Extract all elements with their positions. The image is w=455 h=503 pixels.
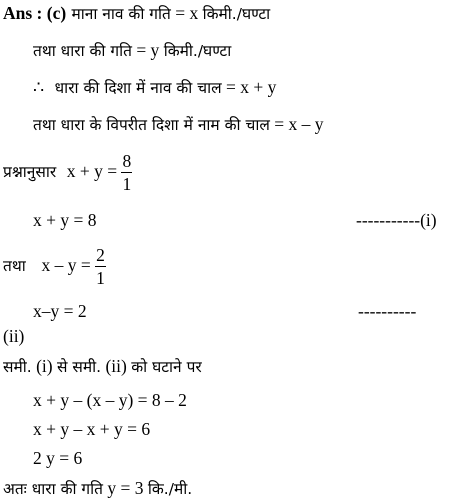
conclusion-unit: कि./मी. (147, 480, 193, 498)
downstream-text: धारा की दिशा में नाव की चाल (54, 79, 222, 97)
fraction-2-denominator: 1 (96, 268, 105, 288)
stream-speed-math: = y (131, 40, 164, 60)
fraction-2-numerator: 2 (96, 245, 105, 265)
answer-line-13 (33, 448, 82, 469)
answer-line-9 (3, 326, 24, 347)
eq-ref-ii: (ii) (101, 356, 132, 376)
boat-speed-text: माना नाव की गति (71, 5, 171, 23)
two-y-step: 2 y = 6 (33, 448, 83, 468)
downstream-math: = x + y (221, 77, 277, 97)
equation-i-marker-line (356, 210, 437, 231)
answer-line-10 (3, 356, 202, 377)
equation-i-marker: -----------(i) (356, 210, 437, 230)
eq-text-c: से समी. (56, 358, 102, 376)
answer-line-14 (3, 478, 192, 499)
upstream-text: तथा धारा के विपरीत दिशा में नाम की चाल (33, 116, 270, 134)
answer-line-4 (33, 114, 323, 135)
subtract-text: को घटाने पर (131, 358, 202, 376)
fraction-1-denominator: 1 (122, 174, 132, 194)
fraction-8-over-1 (121, 151, 132, 194)
fraction-1-numerator: 8 (122, 151, 132, 171)
equation-ii: x–y = 2 (33, 301, 87, 321)
answer-line-12 (33, 419, 150, 440)
answer-line-5 (3, 149, 132, 194)
subtraction-step: x + y – (x – y) = 8 – 2 (33, 390, 187, 410)
according-to-question-text: प्रश्नानुसार (3, 163, 57, 181)
equation-ii-marker: ---------- (358, 301, 417, 321)
equation-ii-marker-line (358, 301, 416, 322)
boat-speed-math: = x (170, 3, 203, 23)
upstream-math: = x – y (269, 114, 324, 134)
therefore-symbol: ∴ (33, 77, 45, 97)
stream-speed-unit: किमी./घण्टा (163, 42, 232, 60)
simplify-step: x + y – x + y = 6 (33, 419, 151, 439)
equation-2-lhs: x – y = (41, 255, 96, 275)
conclusion-math: y = 3 (103, 478, 148, 498)
fraction-2-over-1 (95, 245, 106, 288)
answer-line-2 (33, 40, 231, 61)
equation-ii-label: (ii) (3, 326, 25, 346)
eq-text-a: समी. (3, 358, 32, 376)
answer-line-7 (3, 243, 106, 288)
answer-line-1 (3, 3, 270, 24)
answer-prefix: Ans : (c) (3, 3, 67, 23)
stream-speed-text: तथा धारा की गति (33, 42, 132, 60)
boat-speed-unit: किमी./घण्टा (202, 5, 271, 23)
answer-line-11 (33, 390, 187, 411)
equation-i: x + y = 8 (33, 210, 97, 230)
answer-line-6 (33, 210, 97, 231)
eq-ref-i: (i) (31, 356, 57, 376)
answer-line-8 (33, 301, 87, 322)
answer-line-3 (33, 77, 276, 98)
and-text: तथा (3, 257, 26, 275)
equation-1-lhs: x + y = (66, 161, 122, 181)
conclusion-text: अतः धारा की गति (3, 480, 103, 498)
